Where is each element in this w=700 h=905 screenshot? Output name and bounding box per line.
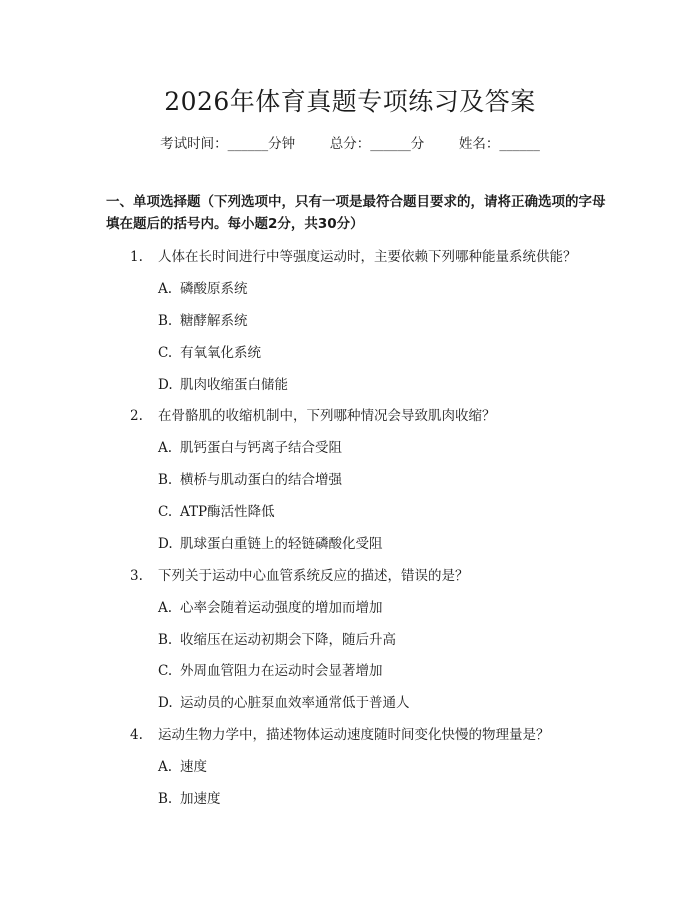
- option-1d: [158, 373, 288, 393]
- question-text: 下列关于运动中心血管系统反应的描述，错误的是？: [158, 568, 469, 584]
- question-number: 1.: [130, 249, 143, 265]
- option-letter: B.: [158, 472, 173, 488]
- question-1: [130, 245, 577, 265]
- option-text: 糖酵解系统: [180, 313, 248, 329]
- option-2b: [158, 468, 342, 488]
- option-letter: D.: [158, 536, 173, 552]
- name-label: 姓名：: [458, 136, 500, 152]
- option-text: 收缩压在运动初期会下降，随后升高: [180, 632, 396, 648]
- option-4a: [158, 755, 207, 775]
- option-1b: [158, 309, 248, 329]
- option-text: 肌肉收缩蛋白储能: [180, 377, 288, 393]
- time-unit: 分钟: [268, 136, 296, 152]
- option-text: 速度: [180, 759, 207, 775]
- option-letter: A.: [158, 440, 173, 456]
- option-letter: B.: [158, 791, 173, 807]
- option-letter: A.: [158, 600, 173, 616]
- question-text: 人体在长时间进行中等强度运动时，主要依赖下列哪种能量系统供能？: [158, 249, 577, 265]
- name-blank: ______: [499, 136, 540, 152]
- option-3a: [158, 596, 383, 616]
- option-text: 外周血管阻力在运动时会显著增加: [180, 663, 383, 679]
- option-text: 肌球蛋白重链上的轻链磷酸化受阻: [180, 536, 383, 552]
- option-text: 运动员的心脏泵血效率通常低于普通人: [180, 695, 410, 711]
- option-letter: B.: [158, 313, 173, 329]
- option-3c: [158, 659, 383, 679]
- option-2c: [158, 500, 275, 520]
- question-text: 在骨骼肌的收缩机制中，下列哪种情况会导致肌肉收缩？: [158, 408, 496, 424]
- option-letter: B.: [158, 632, 173, 648]
- option-3b: [158, 628, 396, 648]
- option-text: ATP酶活性降低: [180, 504, 275, 520]
- page-title: 2026年体育真题专项练习及答案: [164, 87, 536, 116]
- score-label: 总分：: [329, 136, 371, 152]
- section-heading: 一、单项选择题（下列选项中，只有一项是最符合题目要求的，请将正确选项的字母填在题后的括号内。每小题2分，共30分）: [106, 194, 606, 232]
- option-text: 心率会随着运动强度的增加而增加: [180, 600, 383, 616]
- option-1c: [158, 341, 261, 361]
- option-1a: [158, 277, 248, 297]
- question-2: [130, 404, 496, 424]
- option-letter: A.: [158, 759, 173, 775]
- option-2a: [158, 436, 342, 456]
- option-4b: [158, 787, 221, 807]
- question-number: 4.: [130, 727, 143, 743]
- score-unit: 分: [410, 136, 425, 152]
- time-blank: ______: [227, 136, 269, 152]
- question-3: [130, 564, 469, 584]
- option-3d: [158, 691, 410, 711]
- option-letter: C.: [158, 345, 173, 361]
- option-text: 加速度: [180, 791, 221, 807]
- question-number: 2.: [130, 408, 143, 424]
- option-text: 横桥与肌动蛋白的结合增强: [180, 472, 342, 488]
- option-letter: D.: [158, 695, 173, 711]
- option-text: 有氧氧化系统: [180, 345, 261, 361]
- question-4: [130, 723, 550, 743]
- exam-meta-line: [0, 132, 700, 152]
- question-number: 3.: [130, 568, 143, 584]
- option-letter: D.: [158, 377, 173, 393]
- score-blank: ______: [370, 136, 411, 152]
- option-letter: A.: [158, 281, 173, 297]
- option-2d: [158, 532, 383, 552]
- option-text: 肌钙蛋白与钙离子结合受阻: [180, 440, 342, 456]
- time-label: 考试时间：: [160, 136, 228, 152]
- option-text: 磷酸原系统: [180, 281, 248, 297]
- option-letter: C.: [158, 504, 173, 520]
- question-text: 运动生物力学中，描述物体运动速度随时间变化快慢的物理量是？: [158, 727, 550, 743]
- option-letter: C.: [158, 663, 173, 679]
